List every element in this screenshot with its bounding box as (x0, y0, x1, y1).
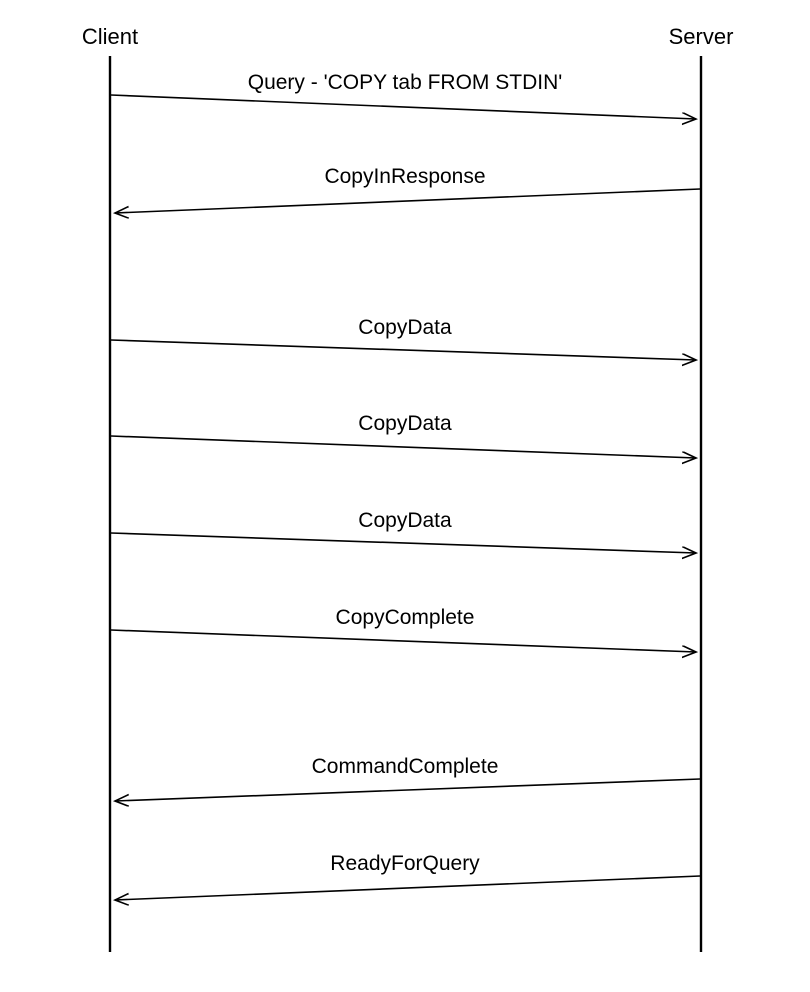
message-arrow-copy-data-2 (111, 436, 696, 458)
message-label-copy-in-response: CopyInResponse (324, 165, 486, 188)
message-label-copy-complete: CopyComplete (335, 606, 475, 629)
message-label-copy-data-3: CopyData (358, 509, 452, 532)
message-arrow-copy-data-1 (111, 340, 696, 360)
message-arrow-copy-data-3 (111, 533, 696, 553)
message-label-ready-for-query: ReadyForQuery (330, 852, 480, 875)
message-label-copy-data-2: CopyData (358, 412, 452, 435)
message-arrow-ready-for-query (115, 876, 700, 900)
message-label-copy-data-1: CopyData (358, 316, 452, 339)
message-label-query-copy-from-stdin: Query - 'COPY tab FROM STDIN' (247, 71, 563, 94)
message-label-command-complete: CommandComplete (311, 755, 499, 778)
message-arrow-copy-in-response (115, 189, 700, 213)
actor-label-client: Client (81, 24, 139, 49)
message-arrow-copy-complete (111, 630, 696, 652)
actor-label-server: Server (668, 24, 734, 49)
message-arrow-command-complete (115, 779, 700, 801)
message-arrow-query-copy-from-stdin (111, 95, 696, 119)
